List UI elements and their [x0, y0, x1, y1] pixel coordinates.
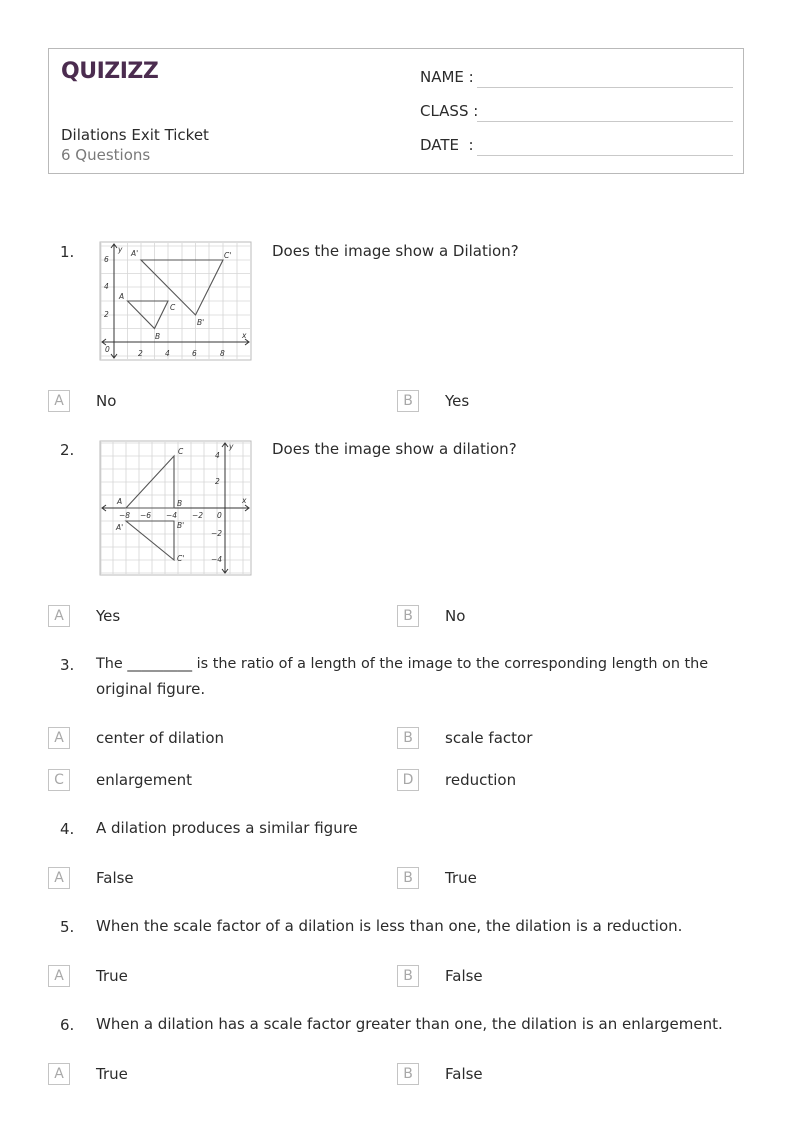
x-tick-neg8: −8: [119, 511, 131, 520]
point-label: B: [177, 499, 183, 508]
class-line: [477, 121, 733, 122]
option-d-box[interactable]: D: [397, 769, 419, 791]
option-a-box[interactable]: A: [48, 605, 70, 627]
option-b-box[interactable]: B: [397, 605, 419, 627]
question-text: Does the image show a dilation?: [272, 440, 517, 458]
option-a-box[interactable]: A: [48, 1063, 70, 1085]
option-b-text[interactable]: False: [445, 967, 483, 985]
point-label: C: [178, 447, 184, 456]
date-line: [477, 155, 733, 156]
option-b-box[interactable]: B: [397, 867, 419, 889]
class-field[interactable]: [420, 102, 733, 124]
question-number: 6.: [60, 1016, 75, 1034]
origin-label: 0: [105, 345, 110, 354]
question-text: When a dilation has a scale factor greater than one, the dilation is an enlargement.: [96, 1015, 723, 1033]
question-text: When the scale factor of a dilation is less than one, the dilation is a reduction.: [96, 917, 683, 935]
option-a-box[interactable]: A: [48, 390, 70, 412]
name-field[interactable]: [420, 68, 733, 90]
option-d-text[interactable]: reduction: [445, 771, 517, 789]
y-tick-4: 4: [104, 282, 109, 291]
worksheet-title: Dilations Exit Ticket: [61, 126, 209, 144]
y-tick-2: 2: [215, 477, 220, 486]
x-axis-label: x: [242, 331, 247, 340]
option-b-text[interactable]: False: [445, 1065, 483, 1083]
x-tick-8: 8: [220, 349, 225, 358]
question-text: Does the image show a Dilation?: [272, 242, 519, 260]
point-label: C': [177, 554, 185, 563]
option-a-text[interactable]: False: [96, 869, 134, 887]
point-label: C': [224, 251, 232, 260]
quizizz-logo: QUIZIZZ: [61, 59, 159, 84]
question-number: 5.: [60, 918, 75, 936]
question-text: A dilation produces a similar figure: [96, 819, 358, 837]
class-label: CLASS :: [420, 102, 479, 120]
option-a-box[interactable]: A: [48, 867, 70, 889]
option-b-text[interactable]: scale factor: [445, 729, 533, 747]
question-text-line-2: original figure.: [96, 680, 206, 698]
option-b-box[interactable]: B: [397, 965, 419, 987]
point-label: C: [170, 303, 176, 312]
y-axis-label: y: [118, 245, 123, 254]
option-a-text[interactable]: Yes: [96, 607, 121, 625]
point-label: A: [119, 292, 125, 301]
question-number: 3.: [60, 656, 75, 674]
question-count: 6 Questions: [61, 146, 151, 164]
option-c-box[interactable]: C: [48, 769, 70, 791]
question-number: 1.: [60, 243, 75, 261]
x-tick-neg4: −4: [166, 511, 178, 520]
worksheet-header: [48, 48, 744, 174]
origin-label: 0: [217, 511, 222, 520]
y-tick-2: 2: [104, 310, 109, 319]
point-label: B': [197, 318, 205, 327]
point-label: A': [131, 249, 139, 258]
option-b-text[interactable]: True: [445, 869, 477, 887]
option-b-box[interactable]: B: [397, 390, 419, 412]
point-label: A': [116, 523, 124, 532]
point-label: B: [155, 332, 161, 341]
y-tick-6: 6: [104, 255, 109, 264]
question-number: 4.: [60, 820, 75, 838]
option-a-text[interactable]: center of dilation: [96, 729, 225, 747]
x-tick-4: 4: [165, 349, 170, 358]
option-b-box[interactable]: B: [397, 1063, 419, 1085]
y-axis-label: y: [229, 442, 234, 451]
question-text-line-1: The _________ is the ratio of a length of the image to the corresponding length on the: [96, 656, 709, 672]
y-tick-neg2: −2: [211, 529, 223, 538]
x-axis-label: x: [242, 496, 247, 505]
option-b-box[interactable]: B: [397, 727, 419, 749]
x-tick-2: 2: [138, 349, 143, 358]
option-c-text[interactable]: enlargement: [96, 771, 192, 789]
x-tick-6: 6: [192, 349, 197, 358]
option-a-text[interactable]: No: [96, 392, 117, 410]
name-line: [477, 87, 733, 88]
question-2-graph: [99, 440, 252, 576]
x-tick-neg6: −6: [140, 511, 152, 520]
option-a-box[interactable]: A: [48, 727, 70, 749]
option-a-text[interactable]: True: [96, 1065, 128, 1083]
option-b-text[interactable]: Yes: [445, 392, 470, 410]
date-field[interactable]: [420, 136, 733, 158]
option-a-text[interactable]: True: [96, 967, 128, 985]
option-b-text[interactable]: No: [445, 607, 466, 625]
name-label: NAME :: [420, 68, 474, 86]
date-label: DATE :: [420, 136, 474, 154]
question-number: 2.: [60, 441, 75, 459]
question-1-graph: [99, 241, 252, 361]
y-tick-neg4: −4: [211, 555, 223, 564]
x-tick-neg2: −2: [192, 511, 204, 520]
point-label: A: [117, 497, 123, 506]
option-a-box[interactable]: A: [48, 965, 70, 987]
y-tick-4: 4: [215, 451, 220, 460]
point-label: B': [177, 521, 185, 530]
